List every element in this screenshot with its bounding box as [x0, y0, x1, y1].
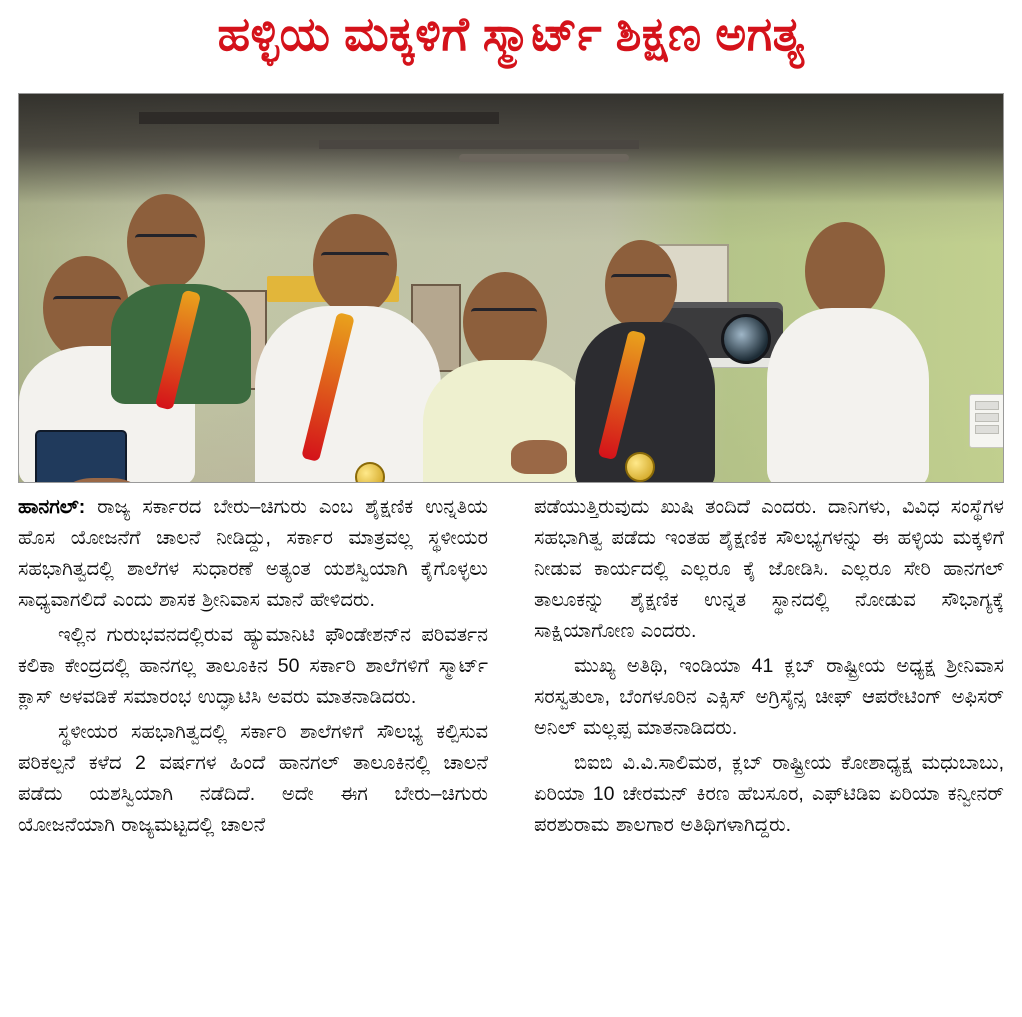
paragraph: ಮುಖ್ಯ ಅತಿಥಿ, ಇಂಡಿಯಾ 41 ಕ್ಲಬ್ ರಾಷ್ಟ್ರೀಯ ಅಧ್ಯಕ್ಷ ಶ್ರೀನಿವಾಸ ಸರಸ್ವತುಲಾ, ಬೆಂಗಳೂರಿನ ಎಕ್ಸಿಸ್ ಅಗ್ರಿಸೈನ್ಸ ಚೀಫ್ ಆಪರೇಟಿಂಗ್ ಅಫಿಸರ್ ಅನಿಲ್ ಮಲ್ಲಪ್ಪ ಮಾತನಾಡಿದರು. [534, 655, 1004, 739]
person-1-glasses [53, 296, 121, 309]
mobile-phone [35, 430, 127, 483]
paragraph-text: ರಾಜ್ಯ ಸರ್ಕಾರದ ಬೇರು–ಚಿಗುರು ಎಂಬ ಶೈಕ್ಷಣಿಕ ಉನ್ನತಿಯ ಹೊಸ ಯೋಜನೆಗೆ ಚಾಲನೆ ನೀಡಿದ್ದು, ಸರ್ಕಾರ ಮಾತ್ರವಲ್ಲ ಸ್ಥಳೀಯರ ಸಹಭಾಗಿತ್ವದಲ್ಲಿ ಶಾಲೆಗಳ ಸುಧಾರಣೆ ಅತ್ಯಂತ ಯಶಸ್ವಿಯಾಗಿ ಕೈಗೊಳ್ಳಲು ಸಾಧ್ಯವಾಗಲಿದೆ ಎಂದು ಶಾಸಕ ಶ್ರೀನಿವಾಸ ಮಾನೆ ಹೇಳಿದರು. [18, 496, 488, 611]
person-6-head [805, 222, 885, 320]
ceiling-beam [139, 112, 499, 124]
page-title: ಹಳ್ಳಿಯ ಮಕ್ಕಳಿಗೆ ಸ್ಮಾರ್ಟ್ ಶಿಕ್ಷಣ ಅಗತ್ಯ [217, 7, 805, 60]
ceiling-fan [459, 154, 629, 162]
paragraph: ಸ್ಥಳೀಯರ ಸಹಭಾಗಿತ್ವದಲ್ಲಿ ಸರ್ಕಾರಿ ಶಾಲೆಗಳಿಗೆ ಸೌಲಭ್ಯ ಕಲ್ಪಿಸುವ ಪರಿಕಲ್ಪನೆ ಕಳೆದ 2 ವರ್ಷಗಳ ಹಿಂದೆ ಹಾನಗಲ್ ತಾಲೂಕಿನಲ್ಲಿ ಚಾಲನೆ ಪಡೆದು ಯಶಸ್ವಿಯಾಗಿ ನಡೆದಿದೆ. ಅದೇ ಈಗ ಬೇರು–ಚಿಗುರು ಯೋಜನೆಯಾಗಿ ರಾಜ್ಯಮಟ್ಟದಲ್ಲಿ ಚಾಲನೆ [18, 721, 488, 836]
person-4-head [463, 272, 547, 372]
person-6-shirt [767, 308, 929, 483]
photo-scene [19, 94, 1003, 482]
person-5-glasses [611, 274, 671, 287]
person-5-medal [625, 452, 655, 482]
light-switch-plate [969, 394, 1004, 448]
paragraph: ಇಲ್ಲಿನ ಗುರುಭವನದಲ್ಲಿರುವ ಹ್ಯುಮಾನಿಟಿ ಫೌಂಡೇಶನ್‌ನ ಪರಿವರ್ತನ ಕಲಿಕಾ ಕೇಂದ್ರದಲ್ಲಿ ಹಾನಗಲ್ಲ ತಾಲೂಕಿನ 50 ಸರ್ಕಾರಿ ಶಾಲೆಗಳಿಗೆ ಸ್ಮಾರ್ಟ್ ಕ್ಲಾಸ್ ಅಳವಡಿಕೆ ಸಮಾರಂಭ ಉದ್ಘಾಟಿಸಿ ಅವರು ಮಾತನಾಡಿದರು. [18, 624, 488, 708]
paragraph [18, 492, 488, 616]
person-3-head [313, 214, 397, 316]
article-column-right [534, 492, 1004, 845]
person-4-hands [511, 440, 567, 474]
article-photo [18, 93, 1004, 483]
dateline: ಹಾನಗಲ್: [18, 496, 86, 518]
projector-lens [721, 314, 771, 364]
article-column-left [18, 492, 488, 845]
person-3-glasses [321, 252, 389, 265]
person-2-glasses [135, 234, 197, 247]
person-6-trousers [775, 482, 921, 483]
article-body [18, 492, 1004, 1012]
person-4-glasses [471, 308, 537, 321]
photo-text-divider [18, 486, 1004, 487]
paragraph: ಬಿಐಬಿ ವಿ.ವಿ.ಸಾಲಿಮಠ, ಕ್ಲಬ್ ರಾಷ್ಟ್ರೀಯ ಕೋಶಾಧ್ಯಕ್ಷ ಮಧುಬಾಬು, ಏರಿಯಾ 10 ಚೇರಮನ್ ಕಿರಣ ಹೆಬಸೂರ, ಎಫ್‌ಟಿಡಿಐ ಏರಿಯಾ ಕನ್ವೀನರ್ ಪರಶುರಾಮ ಶಾಲಗಾರ ಅತಿಥಿಗಳಾಗಿದ್ದರು. [534, 752, 1004, 836]
ceiling-pipe [319, 140, 639, 149]
paragraph: ಪಡೆಯುತ್ತಿರುವುದು ಖುಷಿ ತಂದಿದೆ ಎಂದರು. ದಾನಿಗಳು, ವಿವಿಧ ಸಂಸ್ಥೆಗಳ ಸಹಭಾಗಿತ್ವ ಪಡೆದು ಇಂತಹ ಶೈಕ್ಷಣಿಕ ಸೌಲಭ್ಯಗಳನ್ನು ಈ ಹಳ್ಳಿಯ ಮಕ್ಕಳಿಗೆ ನೀಡುವ ಕಾರ್ಯದಲ್ಲಿ ಎಲ್ಲರೂ ಕೈ ಜೋಡಿಸಿ. ಎಲ್ಲರೂ ಸೇರಿ ಹಾನಗಲ್ ತಾಲೂಕನ್ನು ಶೈಕ್ಷಣಿಕ ಉನ್ನತ ಸ್ಥಾನದಲ್ಲಿ ನೋಡುವ ಸೌಭಾಗ್ಯಕ್ಕೆ ಸಾಕ್ಷಿಯಾಗೋಣ ಎಂದರು. [534, 496, 1004, 642]
